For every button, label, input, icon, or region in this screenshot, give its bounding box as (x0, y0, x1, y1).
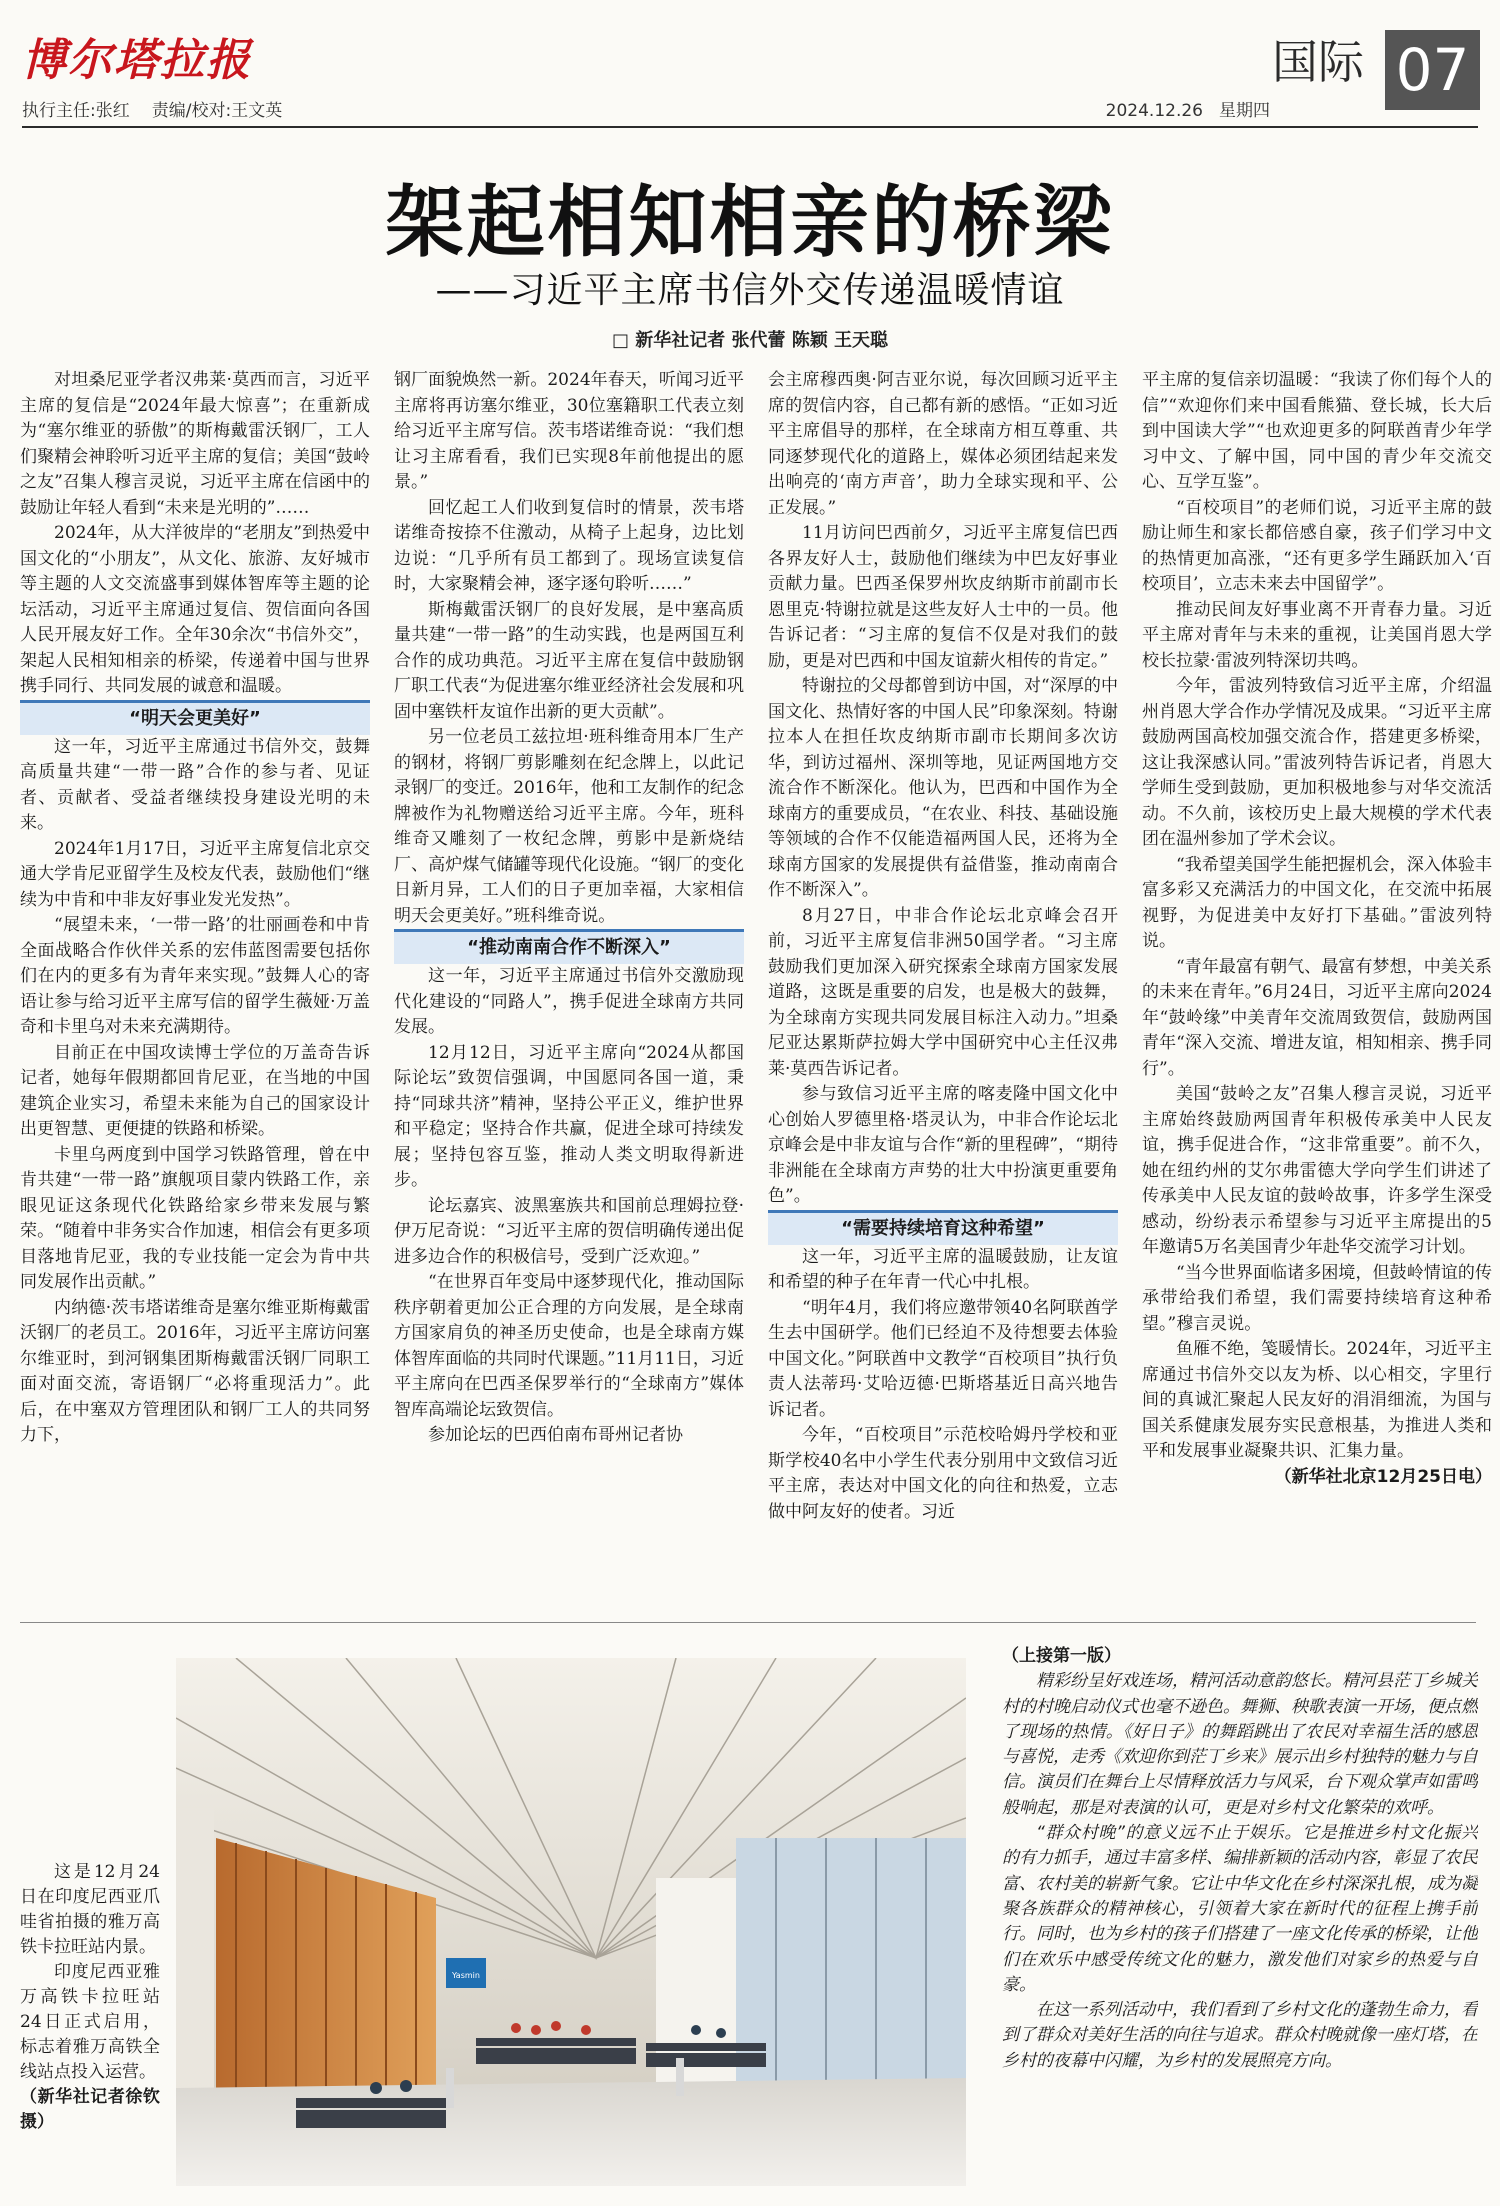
paragraph: “青年最富有朝气、最富有梦想，中美关系的未来在青年。”6月24日，习近平主席向2024年“鼓岭缘”中美青年交流周致贺信，鼓励两国青年“深入交流、增进友谊，相知相亲、携手同行”。 (1142, 956, 1492, 1079)
paragraph: 美国“鼓岭之友”召集人穆言灵说，习近平主席始终鼓励两国青年积极传承美中人民友谊，携手促进合作，“这非常重要”。前不久，她在纽约州的艾尔弗雷德大学向学生们讲述了传承美中人民友谊的鼓岭故事，许多学生深受感动，纷纷表示希望参与习近平主席提出的5年邀请5万名美国青少年赴华交流学习计划。 (1142, 1084, 1492, 1257)
photo-caption (20, 1860, 160, 2135)
paragraph: 平主席的复信亲切温暖：“我读了你们每个人的信”“欢迎你们来中国看熊猫、登长城，长大后到中国读大学”“也欢迎更多的阿联酋青少年学习中文、了解中国，同中国的青少年交流交心、互学互鉴”。 (1142, 370, 1492, 492)
byline: □ 新华社记者 张代蕾 陈颖 王天聪 (611, 330, 889, 351)
paragraph: 参加论坛的巴西伯南布哥州记者协 (428, 1425, 683, 1445)
paragraph: “我希望美国学生能把握机会，深入体验丰富多彩又充满活力的中国文化，在交流中拓展视野，为促进美中友好打下基础。”雷波列特说。 (1142, 854, 1492, 951)
paragraph: “明年4月，我们将应邀带领40名阿联酋学生去中国研学。他们已经迫不及待想要去体验中国文化。”阿联酋中文教学“百校项目”执行负责人法蒂玛·艾哈迈德·巴斯塔基近日高兴地告诉记者。 (768, 1297, 1118, 1420)
subsection-title: “推动南南合作不断深入” (394, 929, 744, 964)
dateline: （新华社北京12月25日电） (1274, 1466, 1492, 1487)
paragraph: 卡里乌两度到中国学习铁路管理，曾在中肯共建“一带一路”旗舰项目蒙内铁路工作，亲眼见证这条现代化铁路给家乡带来发展与繁荣。“随着中非务实合作加速，相信会有更多项目落地肯尼亚，我的专业技能一定会为肯中共同发展作出贡献。” (20, 1144, 370, 1292)
date: 2024.12.26 (1105, 101, 1203, 121)
editor-info (22, 96, 304, 121)
paragraph: 推动民间友好事业离不开青春力量。习近平主席对青年与未来的重视，让美国肖恩大学校长拉蒙·雷波列特深切共鸣。 (1142, 599, 1492, 671)
paragraph: 斯梅戴雷沃钢厂的良好发展，是中塞高质量共建“一带一路”的生动实践，也是两国互利合作的成功典范。习近平主席在复信中鼓励钢厂职工代表“为促进塞尔维亚经济社会发展和巩固中塞铁杆友谊作出新的更大贡献”。 (394, 599, 744, 722)
article-column-4 (1142, 368, 1492, 1586)
paragraph: 这一年，习近平主席通过书信外交激励现代化建设的“同路人”，携手促进全球南方共同发展。 (394, 966, 744, 1037)
caption-line: 印度尼西亚雅万高铁卡拉旺站24日正式启用，标志着雅万高铁全线站点投入运营。 (20, 1962, 160, 2082)
paragraph: 这一年，习近平主席的温暖鼓励，让友谊和希望的种子在年青一代心中扎根。 (768, 1246, 1118, 1292)
headline: 架起相知相亲的桥梁 (385, 177, 1115, 268)
weekday: 星期四 (1219, 101, 1270, 121)
article-column-2 (394, 368, 744, 1586)
subsection-title: “明天会更美好” (20, 700, 370, 735)
header-rule (22, 126, 1478, 128)
paragraph: “群众村晚”的意义远不止于娱乐。它是推进乡村文化振兴的有力抓手，通过丰富多样、编排新颖的活动内容，彰显了农民富、农村美的崭新气象。它让中华文化在乡村深深扎根，成为凝聚各族群众的精神核心，引领着大家在新时代的征程上携手前行。同时，也为乡村的孩子们搭建了一座文化传承的桥梁，让他们在欢乐中感受传统文化的魅力，激发他们对家乡的热爱与自豪。 (1002, 1823, 1478, 1995)
paragraph: 鱼雁不绝，笺暖情长。2024年，习近平主席通过书信外交以友为桥、以心相交，字里行间的真诚汇聚起人民友好的涓涓细流，为国与国关系健康发展夯实民意根基，为推进人类和平和发展事业凝聚共识、汇集力量。 (1142, 1339, 1492, 1461)
paragraph: “展望未来，‘一带一路’的壮丽画卷和中肯全面战略合作伙伴关系的宏伟蓝图需要包括你们在内的更多有为青年来实现。”鼓舞人心的寄语让参与给习近平主席写信的留学生薇娅·万盖奇和卡里乌对未来充满期待。 (20, 915, 370, 1037)
section-name: 国际 (1272, 35, 1364, 89)
paragraph: 回忆起工人们收到复信时的情景，茨韦塔诺维奇按捺不住激动，从椅子上起身，边比划边说：“几乎所有员工都到了。现场宣读复信时，大家聚精会神，逐字逐句聆听……” (394, 497, 744, 594)
paragraph: 特谢拉的父母都曾到访中国，对“深厚的中国文化、热情好客的中国人民”印象深刻。特谢拉本人在担任坎皮纳斯市副市长期间多次访华，到访过福州、深圳等地，见证两国地方交流合作不断深化。他认为，巴西和中国作为全球南方的重要成员，“在农业、科技、基础设施等领域的合作不仅能造福两国人民，还将为全球南方国家的发展提供有益借鉴，推动南南合作不断深入”。 (768, 676, 1118, 900)
exec-editor: 执行主任:张红 (22, 101, 130, 121)
paragraph: 2024年，从大洋彼岸的“老朋友”到热爱中国文化的“小朋友”，从文化、旅游、友好城市等主题的人文交流盛事到媒体智库等主题的论坛活动，习近平主席通过复信、贺信面向各国人民开展友好工作。全年30余次“书信外交”，架起人民相知相亲的桥梁，传递着中国与世界携手同行、共同发展的诚意和温暖。 (20, 523, 370, 696)
paragraph: 精彩纷呈好戏连场，精河活动意韵悠长。精河县茫丁乡城关村的村晚启动仪式也毫不逊色。舞狮、秧歌表演一开场，便点燃了现场的热情。《好日子》的舞蹈跳出了农民对幸福生活的感恩与喜悦，走秀《欢迎你到茫丁乡来》展示出乡村独特的魅力与自信。演员们在舞台上尽情释放活力与风采，台下观众掌声如雷鸣般响起，那是对表演的认可，更是对乡村文化繁荣的欢呼。 (1002, 1671, 1478, 1818)
continued-article (1002, 1644, 1478, 2192)
continued-tag: （上接第一版） (1002, 1646, 1121, 1666)
paragraph: 今年，“百校项目”示范校哈姆丹学校和亚斯学校40名中小学生代表分别用中文致信习近平主席，表达对中国文化的向往和热爱，立志做中阿友好的使者。习近 (768, 1425, 1118, 1522)
paragraph: 今年，雷波列特致信习近平主席，介绍温州肖恩大学合作办学情况及成果。“习近平主席鼓励两国高校加强交流合作，搭建更多桥梁，这让我深感认同。”雷波列特告诉记者，肖恩大学师生受到鼓励，更加积极地参与对华交流活动。不久前，该校历史上最大规模的学术代表团在温州参加了学术会议。 (1142, 676, 1492, 849)
subheadline: ——习近平主席书信外交传递温暖情谊 (435, 270, 1065, 311)
issue-date (1090, 96, 1270, 121)
paragraph: 2024年1月17日，习近平主席复信北京交通大学肯尼亚留学生及校友代表，鼓励他们“继续为中肯和中非友好事业发光发热”。 (20, 838, 370, 910)
paragraph: 论坛嘉宾、波黑塞族共和国前总理姆拉登·伊万尼奇说：“习近平主席的贺信明确传递出促进多边合作的积极信号，受到广泛欢迎。” (394, 1195, 744, 1267)
article-column-3 (768, 368, 1118, 1586)
paragraph: 钢厂面貌焕然一新。2024年春天，听闻习近平主席将再访塞尔维亚，30位塞籍职工代表立刻给习近平主席写信。茨韦塔诺维奇说：“我们想让习主席看看，我们已实现8年前他提出的愿景。” (394, 370, 744, 492)
caption-line: 这是12月24日在印度尼西亚爪哇省拍摄的雅万高铁卡拉旺站内景。 (20, 1862, 160, 1957)
paragraph: “在世界百年变局中逐梦现代化，推动国际秩序朝着更加公正合理的方向发展，是全球南方国家肩负的神圣历史使命，也是全球南方媒体智库面临的共同时代课题。”11月11日，习近平主席向在巴西圣保罗举行的“全球南方”媒体智库高端论坛致贺信。 (394, 1272, 744, 1420)
paragraph: 对坦桑尼亚学者汉弗莱·莫西而言，习近平主席的复信是“2024年最大惊喜”；在重新成为“塞尔维亚的骄傲”的斯梅戴雷沃钢厂，工人们聚精会神聆听习近平主席的复信；美国“鼓岭之友”召集人穆言灵说，习近平主席在信函中的鼓励让年轻人看到“未来是光明的”…… (20, 370, 370, 518)
station-sign-text: Yasmin (452, 1971, 480, 1980)
page-number: 07 (1385, 30, 1480, 110)
photo-credit: （新华社记者徐钦 摄） (20, 2087, 160, 2132)
station-photo-illustration (176, 1658, 966, 2186)
paragraph: 在这一系列活动中，我们看到了乡村文化的蓬勃生命力，看到了群众对美好生活的向往与追求。群众村晚就像一座灯塔，在乡村的夜幕中闪耀，为乡村的发展照亮方向。 (1002, 2000, 1478, 2071)
paragraph: 目前正在中国攻读博士学位的万盖奇告诉记者，她每年假期都回肯尼亚，在当地的中国建筑企业实习，希望未来能为自己的国家设计出更智慧、更便捷的铁路和桥梁。 (20, 1042, 370, 1139)
paragraph: “当今世界面临诸多困境，但鼓岭情谊的传承带给我们希望，我们需要持续培育这种希望。”穆言灵说。 (1142, 1262, 1492, 1334)
paragraph: 11月访问巴西前夕，习近平主席复信巴西各界友好人士，鼓励他们继续为中巴友好事业贡献力量。巴西圣保罗州坎皮纳斯市前副市长恩里克·特谢拉就是这些友好人士中的一员。他告诉记者：“习主席的复信不仅是对我们的鼓励，更是对巴西和中国友谊薪火相传的肯定。” (768, 523, 1118, 671)
paragraph: 8月27日，中非合作论坛北京峰会召开前，习近平主席复信非洲50国学者。“习主席鼓励我们更加深入研究探索全球南方国家发展道路，这既是重要的启发，也是极大的鼓舞，为全球南方实现共同发展目标注入动力。”坦桑尼亚达累斯萨拉姆大学中国研究中心主任汉弗莱·莫西告诉记者。 (768, 905, 1118, 1079)
paragraph: 参与致信习近平主席的喀麦隆中国文化中心创始人罗德里格·塔灵认为，中非合作论坛北京峰会是中非友谊与合作“新的里程碑”，“期待非洲能在全球南方声势的壮大中扮演更重要角色”。 (768, 1084, 1118, 1206)
station-photo (176, 1658, 966, 2186)
paragraph: “百校项目”的老师们说，习近平主席的鼓励让师生和家长都倍感自豪，孩子们学习中文的热情更加高涨，“还有更多学生踊跃加入‘百校项目’，立志未来去中国留学”。 (1142, 497, 1492, 594)
paragraph: 另一位老员工兹拉坦·班科维奇用本厂生产的钢材，将钢厂剪影雕刻在纪念牌上，以此记录钢厂的变迁。2016年，他和工友制作的纪念牌被作为礼物赠送给习近平主席。今年，班科维奇又雕刻了一枚纪念牌，剪影中是新烧结厂、高炉煤气储罐等现代化设施。“钢厂的变化日新月异，工人们的日子更加幸福，大家相信明天会更美好。”班科维奇说。 (394, 727, 744, 926)
masthead-logo: 博尔塔拉报 (22, 35, 252, 86)
paragraph: 会主席穆西奥·阿吉亚尔说，每次回顾习近平主席的贺信内容，自己都有新的感悟。“正如习近平主席倡导的那样，在全球南方相互尊重、共同逐梦现代化的道路上，媒体必须团结起来发出响亮的‘南方声音’，助力全球实现和平、公正发展。” (768, 370, 1118, 518)
paragraph: 12月12日，习近平主席向“2024从都国际论坛”致贺信强调，中国愿同各国一道，秉持“同球共济”精神，坚持公平正义，维护世界和平稳定；坚持合作共赢，促进全球可持续发展；坚持包容互鉴，推动人类文明取得新进步。 (394, 1042, 744, 1190)
article-column-1 (20, 368, 370, 1586)
paragraph: 这一年，习近平主席通过书信外交，鼓舞高质量共建“一带一路”合作的参与者、见证者、贡献者、受益者继续投身建设光明的未来。 (20, 736, 370, 833)
section-divider (20, 1622, 1476, 1623)
editor: 责编/校对:王文英 (151, 101, 283, 121)
paragraph: 内纳德·茨韦塔诺维奇是塞尔维亚斯梅戴雷沃钢厂的老员工。2016年，习近平主席访问塞尔维亚时，到河钢集团斯梅戴雷沃钢厂同职工面对面交流，寄语钢厂“必将重现活力”。此后，在中塞双方管理团队和钢厂工人的共同努力下， (20, 1297, 370, 1445)
subsection-title: “需要持续培育这种希望” (768, 1210, 1118, 1245)
